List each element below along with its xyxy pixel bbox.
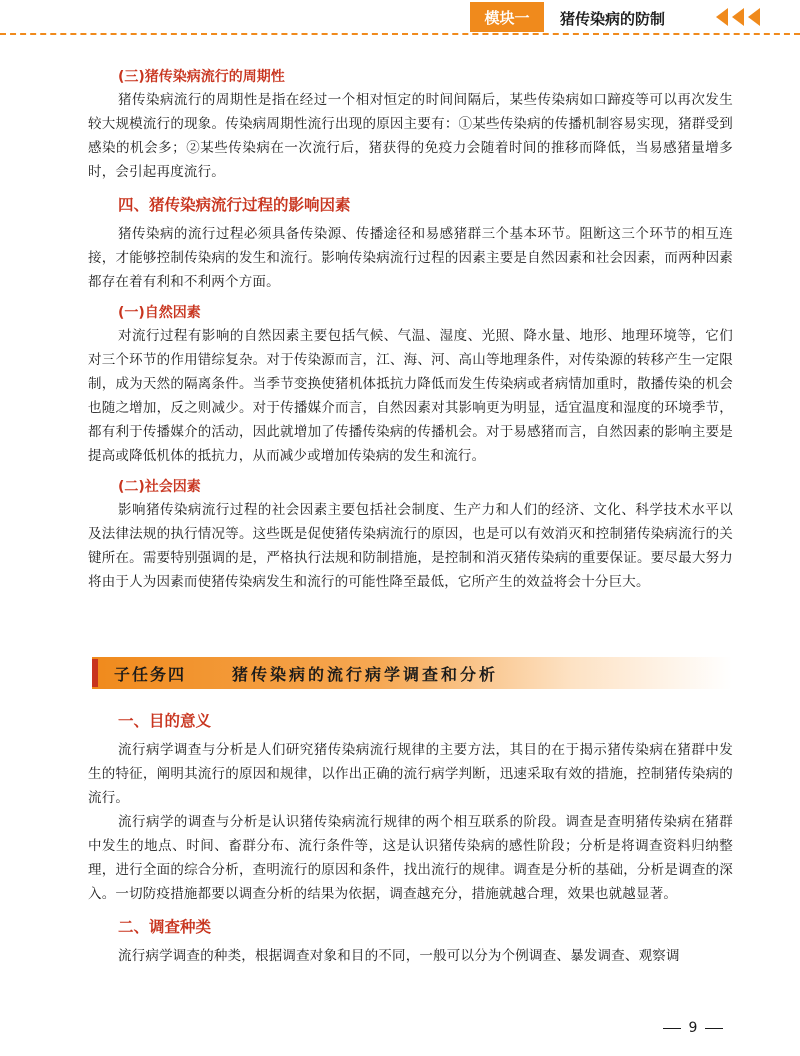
banner-title: 猪传染病的流行病学调查和分析 (232, 665, 499, 684)
subheading-natural-factors: (一)自然因素 (118, 305, 201, 321)
page-number (648, 1020, 738, 1036)
chapter-title: 猪传染病的防制 (560, 10, 666, 28)
subheading-social-factors: (二)社会因素 (118, 479, 201, 495)
paragraph-social-factors: 影响猪传染病流行过程的社会因素主要包括社会制度、生产力和人们的经济、文化、科学技术水平以及法律法规的执行情况等。这些既是促使猪传染病流行的原因，也是可以有效消灭和控制猪传染病流行的关键所在。需要特别强调的是，严格执行法规和防制措施，是控制和消灭猪传染病的重要保证。要尽最大努力将由于人为因素而使猪传染病发生和流行的可能性降至最低，它所产生的效益将会十分巨大。 (88, 502, 733, 590)
paragraph-survey-types: 流行病学调查的种类，根据调查对象和目的不同，一般可以分为个例调查、暴发调查、观察调 (118, 948, 680, 964)
heading-influencing-factors: 四、猪传染病流行过程的影响因素 (118, 196, 351, 214)
triple-arrow-icon (714, 7, 766, 27)
paragraph-periodicity: 猪传染病流行的周期性是指在经过一个相对恒定的时间间隔后，某些传染病如口蹄疫等可以再次发生较大规模流行的现象。传染病周期性流行出现的原因主要有：①某些传染病的传播机制容易实现，猪群受到感染的机会多；②某些传染病在一次流行后，猪获得的免疫力会随着时间的推移而降低，当易感猪量增多时，会引起再度流行。 (88, 92, 733, 180)
heading-purpose: 一、目的意义 (118, 712, 212, 730)
module-tab: 模块一 (470, 2, 544, 32)
paragraph-influencing-factors: 猪传染病的流行过程必须具备传染源、传播途径和易感猪群三个基本环节。阻断这三个环节的相互连接，才能够控制传染病的发生和流行。影响传染病流行过程的因素主要是自然因素和社会因素，而两种因素都存在着有利和不利两个方面。 (88, 226, 733, 290)
banner-label: 子任务四 (114, 665, 187, 684)
subtask-banner (92, 657, 732, 689)
page-number-dash-right (705, 1028, 723, 1029)
page-number-value: 9 (688, 1020, 698, 1036)
paragraph-purpose-1: 流行病学调查与分析是人们研究猪传染病流行规律的主要方法，其目的在于揭示猪传染病在猪群中发生的特征，阐明其流行的原因和规律，以作出正确的流行病学判断，迅速采取有效的措施，控制猪传染病的流行。 (88, 742, 733, 806)
paragraph-purpose-2: 流行病学的调查与分析是认识猪传染病流行规律的两个相互联系的阶段。调查是查明猪传染病在猪群中发生的地点、时间、畜群分布、流行条件等，这是认识猪传染病的感性阶段；分析是将调查资料归纳整理，进行全面的综合分析，查明流行的原因和条件，找出流行的规律。调查是分析的基础，分析是调查的深入。一切防疫措施都要以调查分析的结果为依据，调查越充分，措施就越合理，效果也就越显著。 (88, 814, 733, 902)
body-text-lower (88, 708, 733, 968)
page-header (0, 0, 800, 36)
page-number-dash-left (663, 1028, 681, 1029)
heading-survey-types: 二、调查种类 (118, 918, 212, 936)
header-dashed-rule (0, 33, 800, 35)
body-text-upper (88, 66, 733, 594)
banner-accent-bar (92, 659, 98, 687)
subheading-periodicity: (三)猪传染病流行的周期性 (118, 69, 285, 85)
paragraph-natural-factors: 对流行过程有影响的自然因素主要包括气候、气温、湿度、光照、降水量、地形、地理环境等，它们对三个环节的作用错综复杂。对于传染源而言，江、海、河、高山等地理条件，对传染源的转移产生一定限制，成为天然的隔离条件。当季节变换使猪机体抵抗力降低而发生传染病或者病情加重时，散播传染的机会也随之增加，反之则减少。对于传播媒介而言，自然因素对其影响更为明显，适宜温度和湿度的环境季节，都有利于传播媒介的活动，因此就增加了传播传染病的传播机会。对于易感猪而言，自然因素的影响主要是提高或降低机体的抵抗力，从而减少或增加传染病的发生和流行。 (88, 328, 733, 464)
